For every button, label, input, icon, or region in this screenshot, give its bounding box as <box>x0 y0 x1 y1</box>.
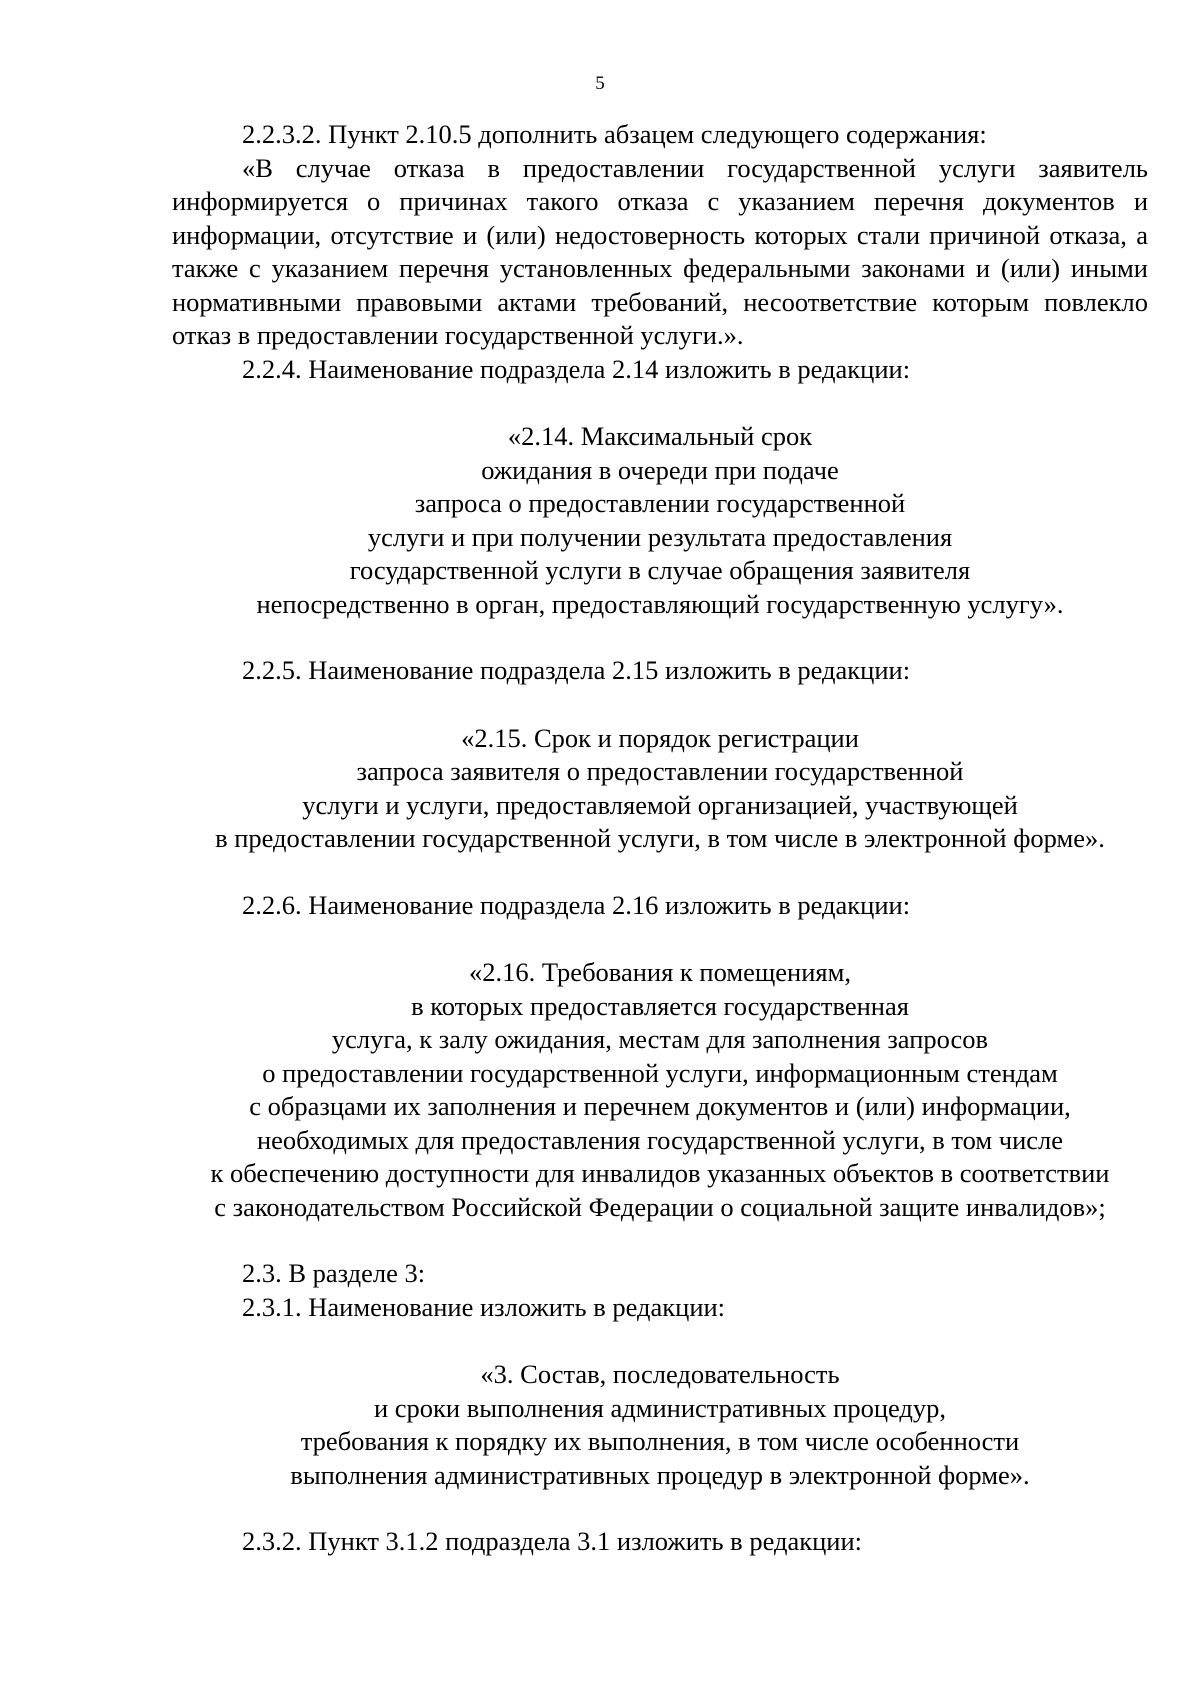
quoted-paragraph-refusal: «В случае отказа в предоставлении государственной услуги заявитель информируется о причинах такого отказа с указанием перечня документов и информации, отсутствие и (или) недостоверность которых стали причиной отказа, а также с указанием перечня установленных федеральными законами и (или) иными нормативными правовыми актами требований, несоответствие которым повлекло отказ в предоставлении государственной услуги.». <box>172 152 1148 350</box>
paragraph-2-2-5: 2.2.5. Наименование подраздела 2.15 изложить в редакции: <box>242 655 911 685</box>
heading-line: «2.14. Максимальный срок <box>507 421 813 451</box>
paragraph-2-2-4: 2.2.4. Наименование подраздела 2.14 изложить в редакции: <box>242 353 911 384</box>
heading-line: «2.15. Срок и порядок регистрации <box>461 722 859 753</box>
spacer <box>172 856 1148 889</box>
heading-line: услуга, к залу ожидания, местам для заполнения запросов <box>331 1024 989 1054</box>
spacer <box>172 621 1148 654</box>
heading-line: услуги и услуги, предоставляемой организацией, участвующей <box>302 789 1018 820</box>
heading-line: необходимых для предоставления государственной услуги, в том числе <box>256 1124 1064 1155</box>
heading-line: в предоставлении государственной услуги, в том числе в электронной форме». <box>215 823 1105 853</box>
heading-line: и сроки выполнения административных процедур, <box>373 1392 947 1423</box>
document-body <box>172 118 1148 1559</box>
spacer <box>172 688 1148 722</box>
heading-line: запроса о предоставлении государственной <box>414 488 906 518</box>
heading-line: требования к порядку их выполнения, в том числе особенности <box>300 1426 1020 1456</box>
heading-line: с законодательством Российской Федерации о социальной защите инвалидов»; <box>214 1191 1106 1222</box>
spacer <box>172 1324 1148 1358</box>
heading-line: «3. Состав, последовательность <box>480 1359 840 1389</box>
spacer <box>172 1224 1148 1257</box>
paragraph-2-3: 2.3. В разделе 3: <box>242 1258 426 1288</box>
heading-line: непосредственно в орган, предоставляющий государственную услугу». <box>256 588 1064 619</box>
spacer <box>172 1492 1148 1525</box>
heading-line: ожидания в очереди при подаче <box>481 454 839 485</box>
quoted-heading-2-15 <box>172 722 1148 856</box>
heading-line: государственной услуги в случае обращения заявителя <box>349 555 971 585</box>
paragraph-2-3-2: 2.3.2. Пункт 3.1.2 подраздела 3.1 изложить в редакции: <box>242 1526 863 1556</box>
paragraph-2-3-1: 2.3.1. Наименование изложить в редакции: <box>242 1291 726 1322</box>
heading-line: к обеспечению доступности для инвалидов указанных объектов в соответствии <box>210 1158 1110 1188</box>
quoted-heading-3 <box>172 1358 1148 1492</box>
heading-line: «2.16. Требования к помещениям, <box>469 957 851 987</box>
heading-line: с образцами их заполнения и перечнем документов и (или) информации, <box>249 1091 1071 1121</box>
heading-line: о предоставлении государственной услуги, информационным стендам <box>262 1057 1058 1088</box>
spacer <box>172 386 1148 420</box>
paragraph-2-2-6: 2.2.6. Наименование подраздела 2.16 изложить в редакции: <box>242 889 911 920</box>
spacer <box>172 922 1148 956</box>
paragraph-2-2-3-2: 2.2.3.2. Пункт 2.10.5 дополнить абзацем следующего содержания: <box>242 119 987 149</box>
heading-line: в которых предоставляется государственная <box>411 990 909 1021</box>
heading-line: запроса заявителя о предоставлении государственной <box>356 756 964 786</box>
quoted-heading-2-14 <box>172 420 1148 621</box>
quoted-heading-2-16 <box>172 956 1148 1224</box>
heading-line: услуги и при получении результата предоставления <box>367 521 953 552</box>
heading-line: выполнения административных процедур в электронной форме». <box>290 1459 1030 1490</box>
page-number: 5 <box>595 73 605 94</box>
